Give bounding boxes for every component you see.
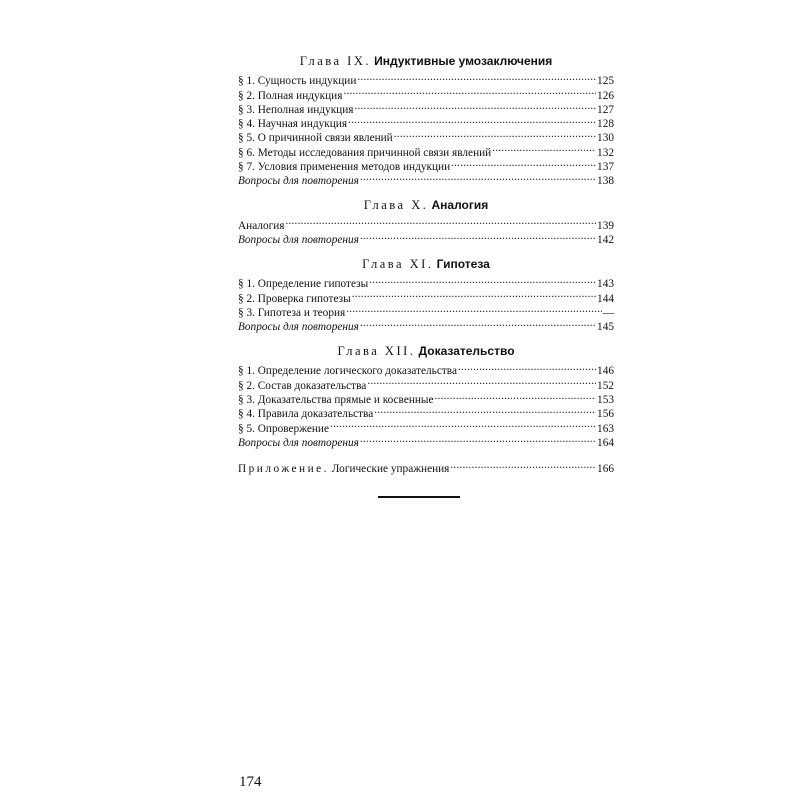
- entry-title: Вопросы для повторения: [238, 175, 359, 188]
- entry-page: 130: [597, 132, 614, 145]
- entry-page: 144: [597, 292, 614, 305]
- dot-leader: [348, 113, 596, 127]
- entry-title: § 7. Условия применения методов индукции: [238, 161, 451, 174]
- entry-page: 127: [597, 103, 614, 116]
- chapter-name: Гипотеза: [436, 256, 490, 271]
- chapter-section: [238, 52, 614, 188]
- entry-title: Аналогия: [238, 219, 285, 232]
- dot-leader: [458, 360, 596, 374]
- entry-page: 126: [597, 89, 614, 102]
- entry-page: 125: [597, 75, 614, 88]
- chapter-label: Глава XII.: [337, 344, 416, 359]
- entry-page: 138: [597, 175, 614, 188]
- chapter-heading: [238, 52, 614, 70]
- entry-title: § 5. О причинной связи явлений: [238, 132, 393, 145]
- chapter-heading: [238, 196, 614, 214]
- chapter-section: [238, 342, 614, 449]
- entry-title: Вопросы для повторения: [238, 233, 359, 246]
- entry-title: § 4. Правила доказательства: [238, 408, 374, 421]
- entry-page: 153: [597, 394, 614, 407]
- entry-page: 142: [597, 233, 614, 246]
- entry-page: 164: [597, 436, 614, 449]
- chapter-label: Глава X.: [363, 198, 429, 213]
- table-of-contents: [238, 52, 614, 476]
- entry-title: § 1. Определение гипотезы: [238, 278, 369, 291]
- appendix-text: Логические упражнения: [331, 463, 450, 476]
- dot-leader: [360, 170, 596, 184]
- dot-leader: [360, 229, 596, 243]
- dot-leader: [369, 273, 596, 287]
- dot-leader: [330, 417, 596, 431]
- dot-leader: [285, 214, 596, 228]
- entry-page: 137: [597, 161, 614, 174]
- chapter-name: Доказательство: [418, 344, 515, 359]
- chapter-label: Глава XI.: [362, 256, 434, 271]
- dot-leader: [352, 287, 596, 301]
- dot-leader: [360, 316, 596, 330]
- entry-title: § 1. Определение логического доказательства: [238, 365, 457, 378]
- entry-title: § 2. Полная индукция: [238, 89, 343, 102]
- dot-leader: [492, 141, 596, 155]
- dot-leader: [451, 156, 596, 170]
- entry-title: § 3. Неполная индукция: [238, 103, 354, 116]
- entry-page: 156: [597, 408, 614, 421]
- dot-leader: [357, 70, 596, 84]
- entry-title: § 5. Опровержение: [238, 422, 329, 435]
- appendix-title: [238, 462, 449, 476]
- entry-page: 132: [597, 146, 614, 159]
- entry-title: § 1. Сущность индукции: [238, 75, 357, 88]
- entry-page: 139: [597, 219, 614, 232]
- entry-title: Вопросы для повторения: [238, 436, 359, 449]
- toc-entry[interactable]: [238, 360, 614, 378]
- toc-entry[interactable]: [238, 229, 614, 246]
- appendix-label: Приложение.: [238, 463, 329, 476]
- entry-title: § 2. Состав доказательства: [238, 379, 367, 392]
- appendix-entry[interactable]: [238, 458, 614, 476]
- chapter-name: Индуктивные умозаключения: [374, 54, 553, 68]
- appendix-page: 166: [597, 463, 614, 476]
- end-rule: [378, 496, 460, 498]
- entry-title: § 2. Проверка гипотезы: [238, 292, 351, 305]
- toc-entry[interactable]: [238, 70, 614, 88]
- dot-leader: [354, 99, 596, 113]
- entry-page: 163: [597, 422, 614, 435]
- dot-leader: [374, 403, 596, 417]
- entry-page: —: [602, 306, 614, 319]
- chapter-heading: [238, 342, 614, 360]
- chapter-section: [238, 196, 614, 246]
- chapter-heading: [238, 255, 614, 273]
- entry-title: Вопросы для повторения: [238, 321, 359, 334]
- entry-page: 128: [597, 118, 614, 131]
- entry-title: § 3. Гипотеза и теория: [238, 306, 346, 319]
- dot-leader: [450, 458, 596, 472]
- chapter-label: Глава IX.: [299, 54, 371, 68]
- entry-page: 145: [597, 321, 614, 334]
- entry-title: § 6. Методы исследования причинной связи явлений: [238, 146, 492, 159]
- page-number: 174: [239, 774, 262, 790]
- dot-leader: [346, 302, 601, 316]
- entry-page: 152: [597, 379, 614, 392]
- entry-title: § 4. Научная индукция: [238, 118, 348, 131]
- entry-page: 143: [597, 278, 614, 291]
- entry-page: 146: [597, 365, 614, 378]
- chapter-section: [238, 255, 614, 334]
- entry-title: § 3. Доказательства прямые и косвенные: [238, 394, 434, 407]
- chapter-name: Аналогия: [431, 198, 489, 213]
- dot-leader: [360, 432, 596, 446]
- toc-entry[interactable]: [238, 214, 614, 232]
- dot-leader: [367, 374, 596, 388]
- toc-entry[interactable]: [238, 273, 614, 291]
- dot-leader: [435, 389, 597, 403]
- dot-leader: [394, 127, 596, 141]
- dot-leader: [343, 84, 596, 98]
